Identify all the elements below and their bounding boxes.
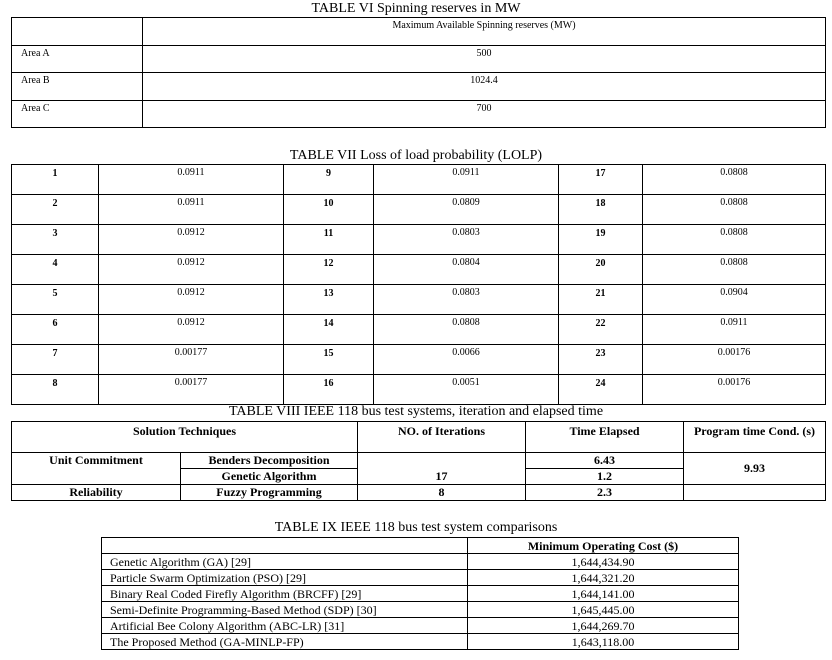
table7-hour: 24 bbox=[559, 375, 643, 405]
table8-header-iterations: NO. of Iterations bbox=[358, 422, 526, 453]
table7-hour: 17 bbox=[559, 165, 643, 195]
table9-row bbox=[102, 634, 739, 650]
table7-lolp-value: 0.0912 bbox=[99, 225, 284, 255]
table6-row-label: Area A bbox=[12, 46, 143, 73]
table8-reliability-label: Reliability bbox=[12, 485, 181, 501]
table8-caption: TABLE VIII IEEE 118 bus test systems, iteration and elapsed time bbox=[228, 404, 604, 419]
table6 bbox=[11, 17, 826, 128]
table8-header-elapsed: Time Elapsed bbox=[526, 422, 684, 453]
table9-cost: 1,644,269.70 bbox=[468, 618, 739, 634]
table8-ga-time: 1.2 bbox=[526, 469, 684, 485]
table9-method: Artificial Bee Colony Algorithm (ABC-LR) [31] bbox=[102, 618, 468, 634]
table8-header-program-time: Program time Cond. (s) bbox=[684, 422, 826, 453]
table7-row bbox=[12, 285, 826, 315]
table8-fuzzy-iterations: 8 bbox=[358, 485, 526, 501]
table9-cost: 1,645,445.00 bbox=[468, 602, 739, 618]
table8 bbox=[11, 421, 826, 501]
table7-lolp-value: 0.0803 bbox=[374, 285, 559, 315]
table9-caption: TABLE IX IEEE 118 bus test system comparisons bbox=[274, 520, 558, 535]
table7-hour: 19 bbox=[559, 225, 643, 255]
table7-hour: 5 bbox=[12, 285, 99, 315]
table6-row-value: 1024.4 bbox=[143, 73, 826, 101]
table7-row bbox=[12, 315, 826, 345]
table7-lolp-value: 0.0808 bbox=[643, 225, 826, 255]
table6-empty-corner bbox=[12, 18, 143, 46]
table9-method: Genetic Algorithm (GA) [29] bbox=[102, 554, 468, 570]
table6-header: Maximum Available Spinning reserves (MW) bbox=[143, 18, 826, 46]
table9-method: Semi-Definite Programming-Based Method (SDP) [30] bbox=[102, 602, 468, 618]
table7-lolp-value: 0.00177 bbox=[99, 375, 284, 405]
table7-lolp-value: 0.0912 bbox=[99, 255, 284, 285]
table7-hour: 16 bbox=[284, 375, 374, 405]
table6-caption: TABLE VI Spinning reserves in MW bbox=[311, 1, 521, 16]
table7-hour: 3 bbox=[12, 225, 99, 255]
table7-lolp-value: 0.00176 bbox=[643, 345, 826, 375]
table7-row bbox=[12, 165, 826, 195]
table9-row bbox=[102, 570, 739, 586]
table7-lolp-value: 0.0911 bbox=[374, 165, 559, 195]
table9-cost: 1,643,118.00 bbox=[468, 634, 739, 650]
table9-row bbox=[102, 586, 739, 602]
table7-lolp-value: 0.0066 bbox=[374, 345, 559, 375]
table9-cost: 1,644,141.00 bbox=[468, 586, 739, 602]
table6-row-label: Area B bbox=[12, 73, 143, 101]
table9-method: Particle Swarm Optimization (PSO) [29] bbox=[102, 570, 468, 586]
table7-hour: 12 bbox=[284, 255, 374, 285]
table7-lolp-value: 0.0911 bbox=[643, 315, 826, 345]
table9-row bbox=[102, 554, 739, 570]
table9 bbox=[101, 537, 739, 650]
table7-hour: 10 bbox=[284, 195, 374, 225]
table9-cost: 1,644,321.20 bbox=[468, 570, 739, 586]
table6-row-value: 500 bbox=[143, 46, 826, 73]
table7-lolp-value: 0.0904 bbox=[643, 285, 826, 315]
table9-row bbox=[102, 602, 739, 618]
table9-method: The Proposed Method (GA-MINLP-FP) bbox=[102, 634, 468, 650]
table7-hour: 22 bbox=[559, 315, 643, 345]
table7-lolp-value: 0.00176 bbox=[643, 375, 826, 405]
table7-lolp-value: 0.0808 bbox=[643, 255, 826, 285]
table9-row bbox=[102, 618, 739, 634]
table8-fuzzy-time: 2.3 bbox=[526, 485, 684, 501]
table8-empty-cell bbox=[684, 485, 826, 501]
table7-hour: 21 bbox=[559, 285, 643, 315]
table7-lolp-value: 0.0911 bbox=[99, 165, 284, 195]
table7-hour: 23 bbox=[559, 345, 643, 375]
table8-ga-iterations: 17 bbox=[358, 453, 526, 485]
table7-hour: 14 bbox=[284, 315, 374, 345]
table7-hour: 20 bbox=[559, 255, 643, 285]
table7-lolp-value: 0.0808 bbox=[643, 195, 826, 225]
table7-lolp-value: 0.0804 bbox=[374, 255, 559, 285]
table9-method: Binary Real Coded Firefly Algorithm (BRCFF) [29] bbox=[102, 586, 468, 602]
table7-row bbox=[12, 195, 826, 225]
table7-hour: 1 bbox=[12, 165, 99, 195]
table7-hour: 13 bbox=[284, 285, 374, 315]
table9-header: Minimum Operating Cost ($) bbox=[468, 538, 739, 554]
table6-row-label: Area C bbox=[12, 101, 143, 128]
table6-row-value: 700 bbox=[143, 101, 826, 128]
table8-uc-label: Unit Commitment bbox=[12, 453, 181, 485]
table8-method-fuzzy: Fuzzy Programming bbox=[181, 485, 358, 501]
table7-hour: 11 bbox=[284, 225, 374, 255]
table7-hour: 15 bbox=[284, 345, 374, 375]
table7-lolp-value: 0.0803 bbox=[374, 225, 559, 255]
table7-caption: TABLE VII Loss of load probability (LOLP) bbox=[289, 148, 543, 163]
table7-lolp-value: 0.0051 bbox=[374, 375, 559, 405]
table7-row bbox=[12, 225, 826, 255]
table7-hour: 18 bbox=[559, 195, 643, 225]
table8-benders-time: 6.43 bbox=[526, 453, 684, 469]
table7-hour: 9 bbox=[284, 165, 374, 195]
table8-header-technique: Solution Techniques bbox=[12, 422, 358, 453]
table7-hour: 8 bbox=[12, 375, 99, 405]
table9-empty-corner bbox=[102, 538, 468, 554]
table7-lolp-value: 0.0911 bbox=[99, 195, 284, 225]
table7-lolp-value: 0.0912 bbox=[99, 315, 284, 345]
table7-lolp-value: 0.0912 bbox=[99, 285, 284, 315]
table7-lolp-value: 0.0808 bbox=[643, 165, 826, 195]
table9-cost: 1,644,434.90 bbox=[468, 554, 739, 570]
table8-program-time: 9.93 bbox=[684, 453, 826, 485]
table7-hour: 2 bbox=[12, 195, 99, 225]
table7-hour: 7 bbox=[12, 345, 99, 375]
table7-row bbox=[12, 255, 826, 285]
table8-method-ga: Genetic Algorithm bbox=[181, 469, 358, 485]
table7-lolp-value: 0.0808 bbox=[374, 315, 559, 345]
table7-lolp-value: 0.00177 bbox=[99, 345, 284, 375]
table7-row bbox=[12, 345, 826, 375]
table7-row bbox=[12, 375, 826, 405]
table7-hour: 6 bbox=[12, 315, 99, 345]
table7 bbox=[11, 164, 826, 405]
table8-method-benders: Benders Decomposition bbox=[181, 453, 358, 469]
table7-hour: 4 bbox=[12, 255, 99, 285]
table7-lolp-value: 0.0809 bbox=[374, 195, 559, 225]
